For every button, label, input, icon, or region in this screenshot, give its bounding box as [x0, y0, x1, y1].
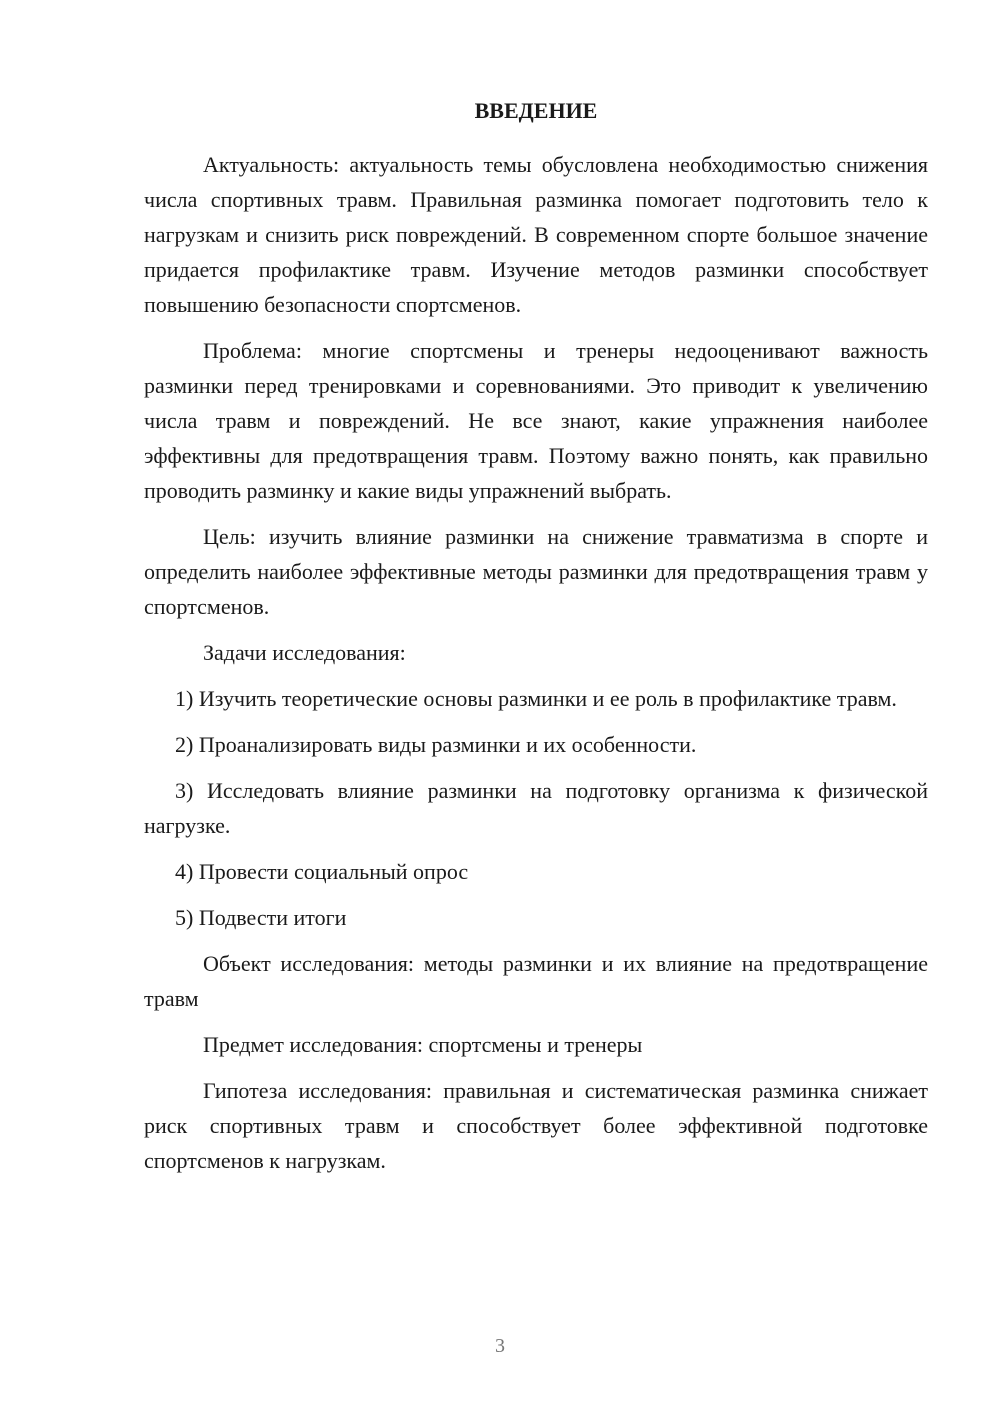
page-title: ВВЕДЕНИЕ	[474, 98, 598, 123]
document-page	[144, 93, 928, 1189]
relevance-paragraph: Актуальность: актуальность темы обусловлена необходимостью снижения числа спортивных травм. Правильная разминка помогает подготовить тело к нагрузкам и снизить риск повреждений. В современном спорте большое значение придается профилактике травм. Изучение методов разминки способствует повышению безопасности спортсменов.	[144, 152, 928, 317]
problem-paragraph: Проблема: многие спортсмены и тренеры недооценивают важность разминки перед тренировками и соревнованиями. Это приводит к увеличению числа травм и повреждений. Не все знают, какие упражнения наиболее эффективны для предотвращения травм. Поэтому важно понять, как правильно проводить разминку и какие виды упражнений выбрать.	[144, 338, 928, 503]
task-item-1: 1) Изучить теоретические основы разминки и ее роль в профилактике травм.	[175, 686, 897, 711]
goal-paragraph: Цель: изучить влияние разминки на снижение травматизма в спорте и определить наиболее эффективные методы разминки для предотвращения травм у спортсменов.	[144, 524, 928, 619]
subject-paragraph: Предмет исследования: спортсмены и тренеры	[203, 1032, 643, 1057]
tasks-title: Задачи исследования:	[203, 640, 406, 665]
hypothesis-paragraph: Гипотеза исследования: правильная и систематическая разминка снижает риск спортивных травм и способствует более эффективной подготовке спортсменов к нагрузкам.	[144, 1078, 928, 1173]
page-number: 3	[495, 1335, 505, 1357]
task-item-5: 5) Подвести итоги	[175, 905, 347, 930]
task-item-2: 2) Проанализировать виды разминки и их особенности.	[175, 732, 697, 757]
task-item-3: 3) Исследовать влияние разминки на подготовку организма к физической нагрузке.	[144, 778, 928, 838]
object-paragraph: Объект исследования: методы разминки и их влияние на предотвращение травм	[144, 951, 928, 1011]
task-item-4: 4) Провести социальный опрос	[175, 859, 469, 884]
